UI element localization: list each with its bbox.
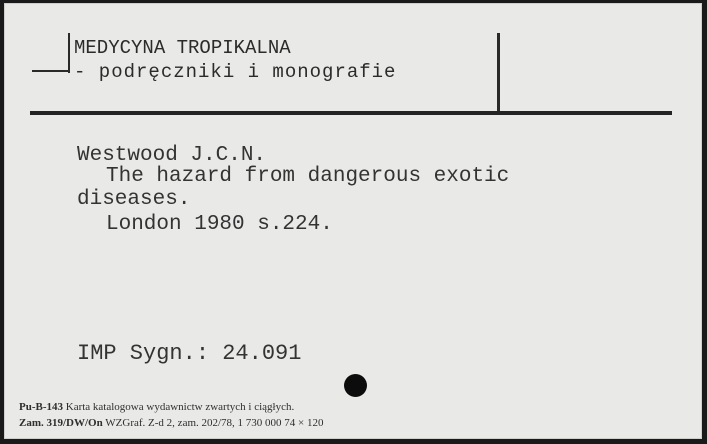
entry-title-line-2: diseases. (77, 188, 191, 211)
footer-form-code: Pu-B-143 (19, 401, 63, 413)
footer-print-info: WZGraf. Z-d 2, zam. 202/78, 1 730 000 74 × 120 (105, 417, 324, 429)
footer-form-description: Karta katalogowa wydawnictw zwartych i ciągłych. (65, 401, 295, 413)
header-separator-rule (30, 111, 672, 115)
punch-hole (344, 374, 367, 397)
subject-subheading: - podręczniki i monografie (74, 61, 397, 83)
subject-heading: MEDYCYNA TROPIKALNA (74, 37, 291, 59)
footer-line-2 (19, 417, 324, 429)
entry-title-line-1: The hazard from dangerous exotic (106, 165, 510, 188)
header-right-bar (497, 33, 500, 115)
entry-author: Westwood J.C.N. (77, 144, 267, 167)
entry-signature: IMP Sygn.: 24.091 (77, 341, 302, 366)
entry-publication: London 1980 s.224. (106, 213, 333, 236)
footer-line-1 (19, 401, 294, 413)
catalog-card (4, 3, 702, 439)
footer-order-code: Zam. 319/DW/On (19, 417, 103, 429)
header-left-rule (32, 70, 70, 72)
header-left-bar (68, 33, 70, 73)
